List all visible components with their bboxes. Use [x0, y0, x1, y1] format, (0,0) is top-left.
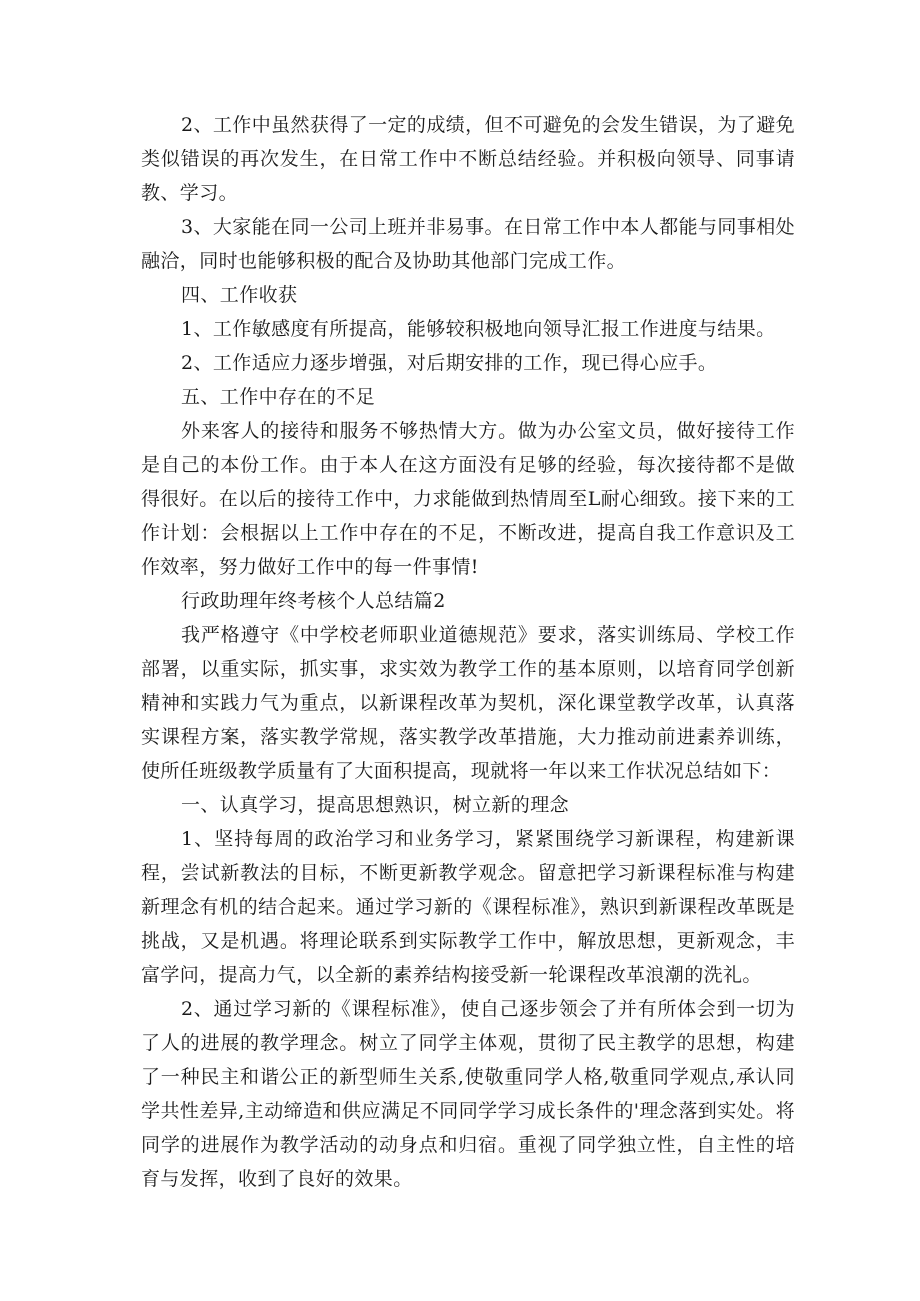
paragraph-study-1: 1、坚持每周的政治学习和业务学习，紧紧围绕学习新课程，构建新课程，尝试新教法的目标，不断更新教学观念。留意把学习新课程标准与构建新理念有机的结合起来。通过学习新的《课程标准》，熟识到新课程改革既是挑战，又是机遇。将理论联系到实际教学工作中，解放思想，更新观念，丰富学问，提高力气，以全新的素养结构接受新一轮课程改革浪潮的洗礼。: [141, 828, 795, 986]
paragraph-reception: 外来客人的接待和服务不够热情大方。做为办公室文员，做好接待工作是自己的本份工作。由于本人在这方面没有足够的经验，每次接待都不是做得很好。在以后的接待工作中，力求能做到热情周至L耐心细致。接下来的工作计划：会根据以上工作中存在的不足，不断改进，提高自我工作意识及工作效率，努力做好工作中的每一件事情!: [141, 420, 795, 578]
heading-study: 一、认真学习，提高思想熟识，树立新的理念: [181, 794, 570, 816]
heading-work-gains: 四、工作收获: [181, 284, 298, 306]
document-body: [141, 108, 795, 1196]
paragraph-colleagues: 3、大家能在同一公司上班并非易事。在日常工作中本人都能与同事相处融洽，同时也能够积极的配合及协助其他部门完成工作。: [141, 216, 795, 272]
paragraph-gain-adaptability: 2、工作适应力逐步增强，对后期安排的工作，现已得心应手。: [181, 352, 718, 374]
paragraph-work-errors: 2、工作中虽然获得了一定的成绩，但不可避免的会发生错误，为了避免类似错误的再次发生，在日常工作中不断总结经验。并积极向领导、同事请教、学习。: [141, 114, 795, 204]
paragraph-study-2: 2、通过学习新的《课程标准》，使自己逐步领会了并有所体会到一切为了人的进展的教学理念。树立了同学主体观，贯彻了民主教学的思想，构建了一种民主和谐公正的新型师生关系,使敬重同学人格,敬重同学观点,承认同学共性差异,主动缔造和供应满足不同同学学习成长条件的'理念落到实处。将同学的进展作为教学活动的动身点和归宿。重视了同学独立性，自主性的培育与发挥，收到了良好的效果。: [141, 998, 795, 1190]
heading-summary-part-2: 行政助理年终考核个人总结篇2: [181, 590, 446, 612]
paragraph-intro-2: 我严格遵守《中学校老师职业道德规范》要求，落实训练局、学校工作部署，以重实际，抓实事，求实效为教学工作的基本原则，以培育同学创新精神和实践力气为重点，以新课程改革为契机，深化课堂教学改革，认真落实课程方案，落实教学常规，落实教学改革措施，大力推动前进素养训练，使所任班级教学质量有了大面积提高，现就将一年以来工作状况总结如下：: [141, 624, 795, 782]
paragraph-gain-sensitivity: 1、工作敏感度有所提高，能够较积极地向领导汇报工作进度与结果。: [181, 318, 776, 340]
heading-shortcomings: 五、工作中存在的不足: [181, 386, 376, 408]
